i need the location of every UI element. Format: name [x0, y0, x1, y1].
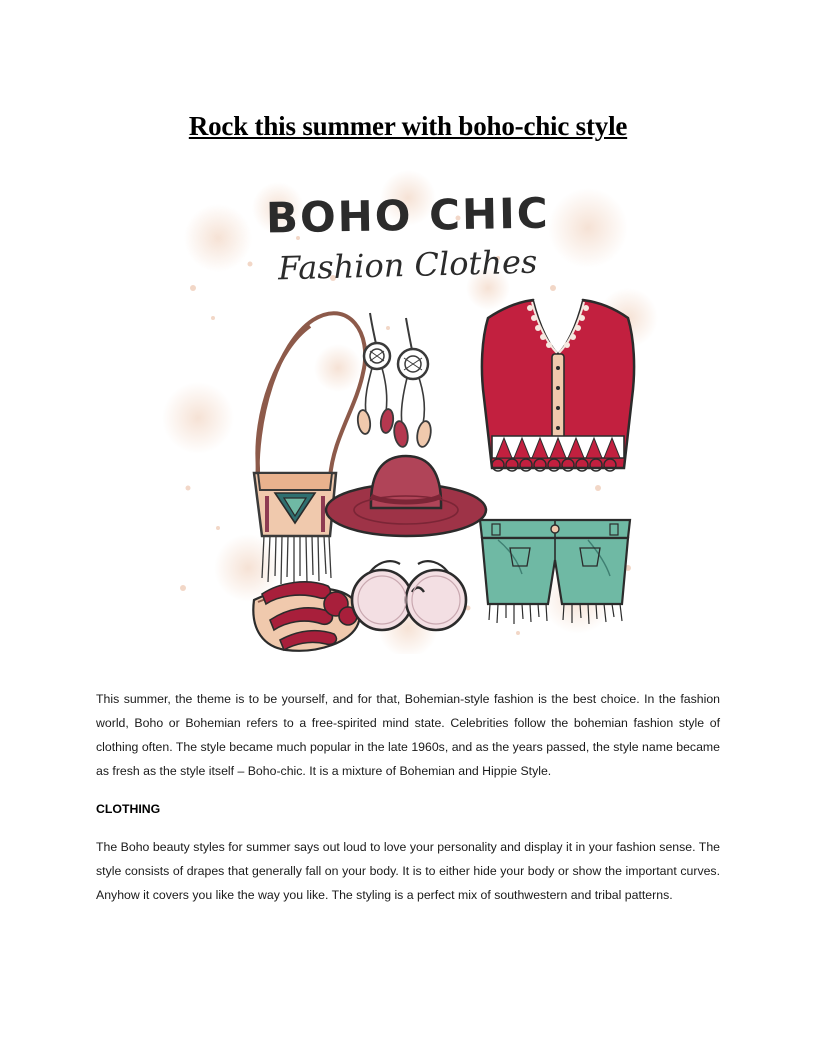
section-heading-clothing: CLOTHING	[96, 802, 161, 817]
section-body-clothing: The Boho beauty styles for summer says out loud to love your personality and display it in your fashion sense. The style consists of drapes that generally fall on your body. It is to either hide your body or show the important curves. Anyhow it covers you like the way you like. The styling is a perfect mix of southwestern and tribal patterns.	[96, 839, 720, 902]
intro-paragraph: This summer, the theme is to be yourself, and for that, Bohemian-style fashion is the best choice. In the fashion world, Boho or Bohemian refers to a free-spirited mind state. Celebrities follow the bohemian fashion style of clothing often. The style became much popular in the late 1960s, and as the years passed, the style name became as fresh as the style itself – Boho-chic. It is a mixture of Bohemian and Hippie Style.	[96, 692, 720, 779]
boho-chic-fashion-illustration	[158, 168, 658, 654]
red-strappy-sandal	[253, 582, 359, 651]
figure-heading-1: BOHO CHIC	[265, 188, 550, 243]
figure-heading-2: Fashion Clothes	[277, 243, 538, 288]
red-crochet-crop-top	[482, 300, 634, 471]
page-title: Rock this summer with boho-chic style	[188, 111, 628, 141]
figure-container	[96, 168, 720, 654]
article-body	[96, 688, 720, 907]
